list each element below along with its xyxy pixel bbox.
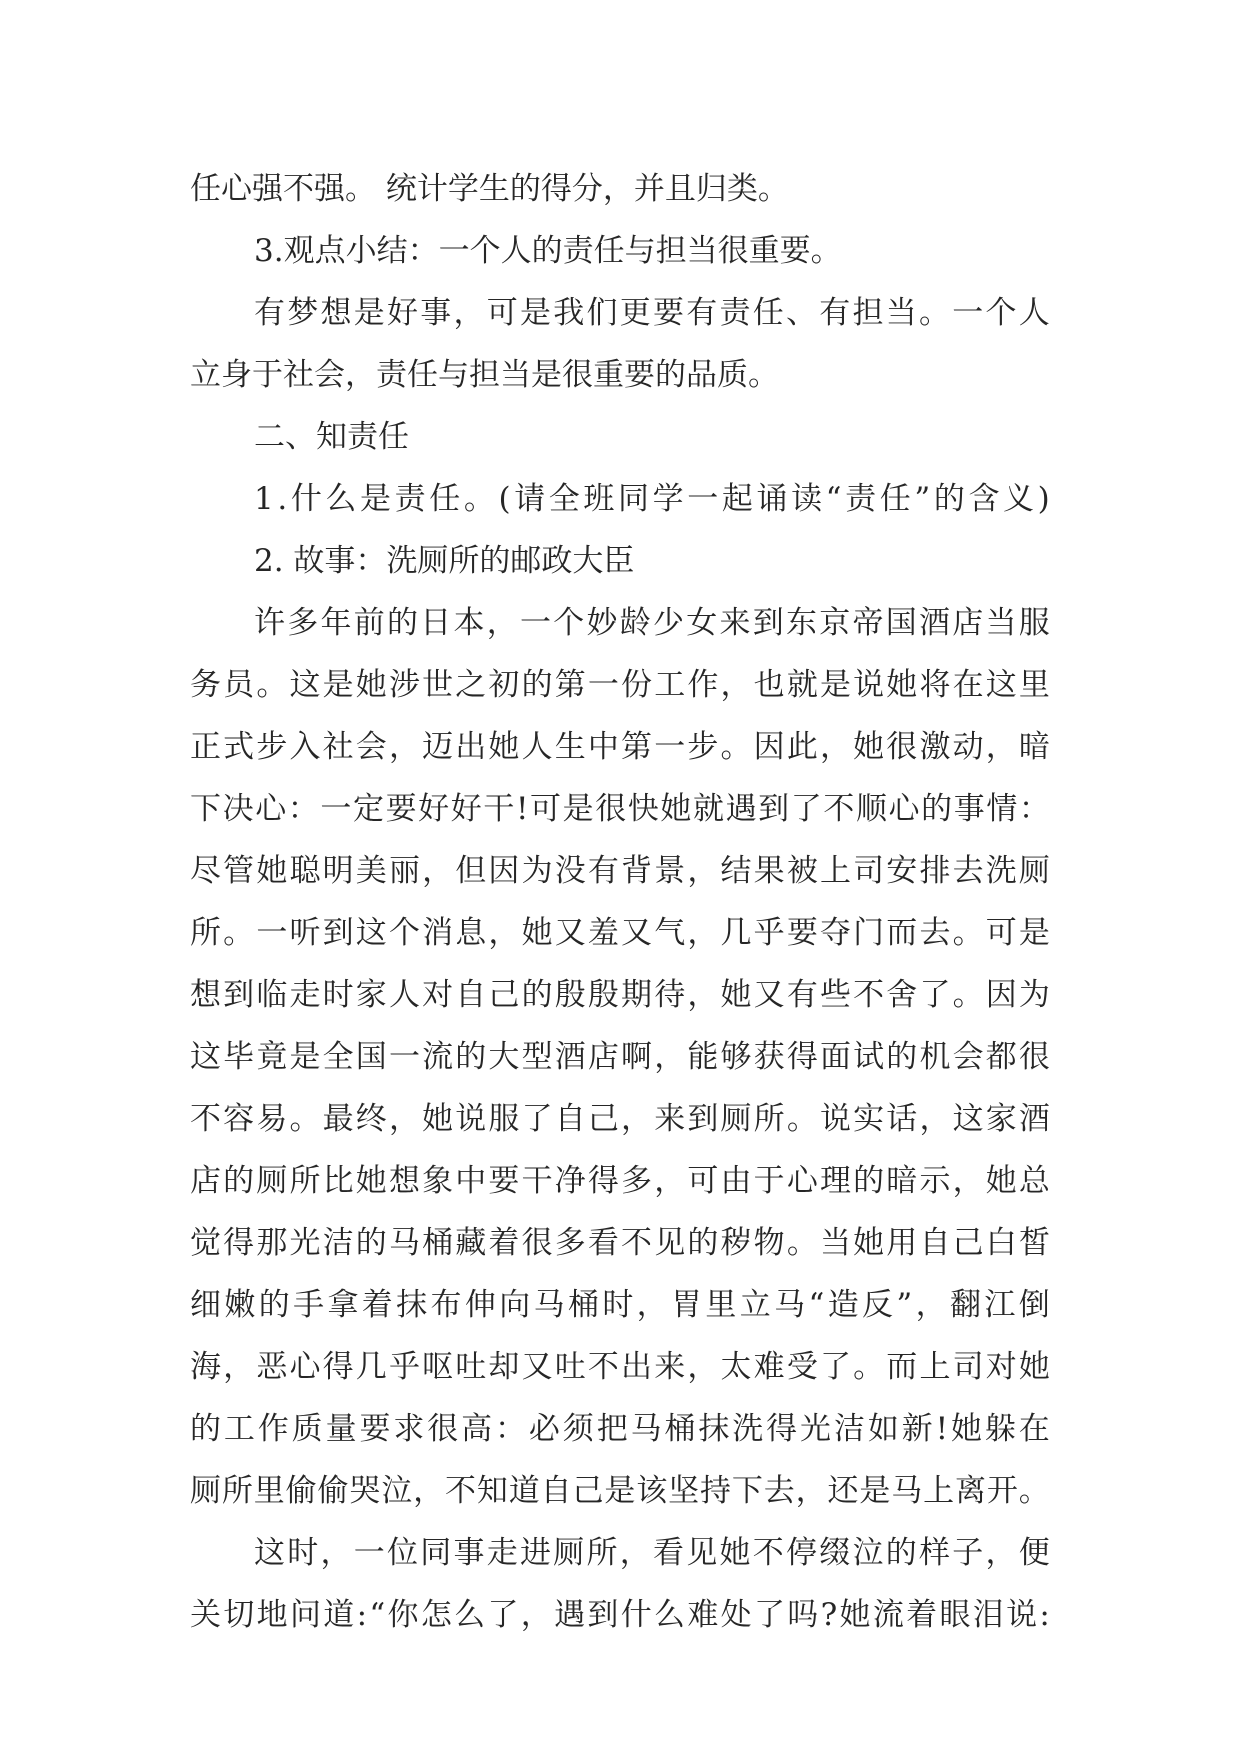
text-line: 1 . 什 么 是 责 任 。 ( 请 全 班 同 学 一 起 诵 读 “ 责 任 ” 的 含 义 ) — [254, 481, 1050, 517]
body-text — [190, 158, 1050, 1646]
text-line: 任心强不强。 统计学生的得分，并且归类。 — [190, 171, 789, 207]
text-line: 的 工 作 质 量 要 求 很 高 ： 必 须 把 马 桶 抹 洗 得 光 洁 如 新 ! 她 躲 在 — [190, 1411, 1050, 1447]
text-line: 立身于社会，责任与担当是很重要的品质。 — [190, 357, 779, 393]
text-line: 关 切 地 问 道 : “ 你 怎 么 了 ， 遇 到 什 么 难 处 了 吗 ? 她 流 着 眼 泪 说 : — [190, 1597, 1050, 1633]
text-line: 3.观点小结：一个人的责任与担当很重要。 — [254, 233, 842, 269]
text-line: 厕 所 里 偷 偷 哭 泣 ， 不 知 道 自 己 是 该 坚 持 下 去 ， 还 是 马 上 离 开 。 — [190, 1473, 1050, 1509]
text-line: 这 毕 竟 是 全 国 一 流 的 大 型 酒 店 啊 ， 能 够 获 得 面 试 的 机 会 都 很 — [190, 1039, 1050, 1075]
text-line: 细 嫩 的 手 拿 着 抹 布 伸 向 马 桶 时 ， 胃 里 立 马 “ 造 反 ” ， 翻 江 倒 — [190, 1287, 1050, 1323]
text-line: 店 的 厕 所 比 她 想 象 中 要 干 净 得 多 ， 可 由 于 心 理 的 暗 示 ， 她 总 — [190, 1163, 1050, 1199]
text-line: 这 时 ， 一 位 同 事 走 进 厕 所 ， 看 见 她 不 停 缀 泣 的 样 子 ， 便 — [254, 1535, 1050, 1571]
text-line: 海 ， 恶 心 得 几 乎 呕 吐 却 又 吐 不 出 来 ， 太 难 受 了 。 而 上 司 对 她 — [190, 1349, 1050, 1385]
text-line: 2. 故事：洗厕所的邮政大臣 — [254, 543, 635, 579]
text-line: 尽 管 她 聪 明 美 丽 ， 但 因 为 没 有 背 景 ， 结 果 被 上 司 安 排 去 洗 厕 — [190, 853, 1050, 889]
text-line: 二、知责任 — [254, 419, 409, 455]
text-line: 务 员 。 这 是 她 涉 世 之 初 的 第 一 份 工 作 ， 也 就 是 说 她 将 在 这 里 — [190, 667, 1050, 703]
text-line: 许 多 年 前 的 日 本 ， 一 个 妙 龄 少 女 来 到 东 京 帝 国 酒 店 当 服 — [254, 605, 1050, 641]
text-line: 下 决 心 ： 一 定 要 好 好 干 ! 可 是 很 快 她 就 遇 到 了 不 顺 心 的 事 情 ： — [190, 791, 1050, 827]
text-line: 有 梦 想 是 好 事 ， 可 是 我 们 更 要 有 责 任 、 有 担 当 。 一 个 人 — [254, 295, 1050, 331]
text-line: 所 。 一 听 到 这 个 消 息 ， 她 又 羞 又 气 ， 几 乎 要 夺 门 而 去 。 可 是 — [190, 915, 1050, 951]
text-line: 不 容 易 。 最 终 ， 她 说 服 了 自 己 ， 来 到 厕 所 。 说 实 话 ， 这 家 酒 — [190, 1101, 1050, 1137]
text-line: 想 到 临 走 时 家 人 对 自 己 的 殷 殷 期 待 ， 她 又 有 些 不 舍 了 。 因 为 — [190, 977, 1050, 1013]
text-line: 正 式 步 入 社 会 ， 迈 出 她 人 生 中 第 一 步 。 因 此 ， 她 很 激 动 ， 暗 — [190, 729, 1050, 765]
text-line: 觉 得 那 光 洁 的 马 桶 藏 着 很 多 看 不 见 的 秽 物 。 当 她 用 自 己 白 皙 — [190, 1225, 1050, 1261]
